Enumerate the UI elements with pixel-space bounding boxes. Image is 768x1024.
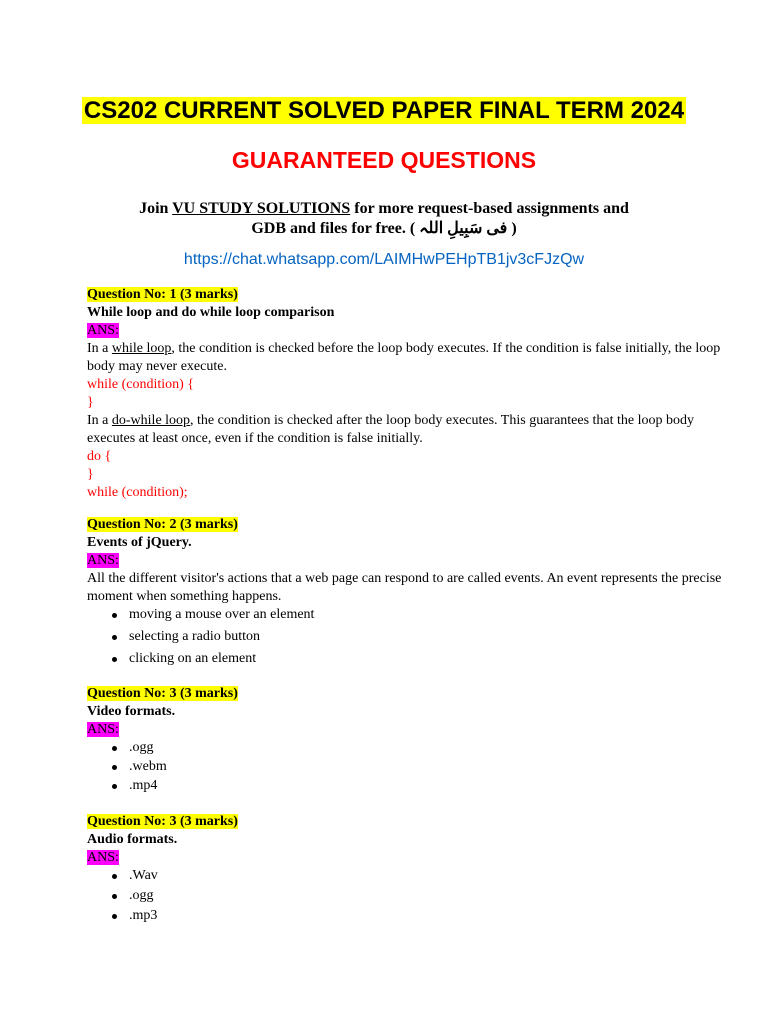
code-line: while (condition) {: [87, 377, 195, 392]
code-line: }: [87, 467, 94, 482]
list-item: .ogg: [87, 739, 732, 758]
bullet-icon: [112, 914, 117, 919]
answer-label: ANS:: [87, 722, 119, 737]
page-title: [0, 96, 768, 126]
answer-list: [87, 867, 732, 927]
code-line: do {: [87, 449, 112, 464]
answer-paragraph: In a while loop, the condition is checked before the loop body executes. If the condition is false initially, the loop body may never execute.: [87, 341, 721, 374]
bullet-icon: [112, 657, 117, 662]
question-4: [87, 813, 732, 927]
question-heading: Question No: 3 (3 marks): [87, 686, 238, 701]
answer-label: ANS:: [87, 553, 119, 568]
list-item: moving a mouse over an element: [87, 606, 732, 628]
question-2: [87, 516, 732, 672]
bullet-icon: [112, 613, 117, 618]
bullet-icon: [112, 746, 117, 751]
list-item: selecting a radio button: [87, 628, 732, 650]
join-notice: [0, 199, 768, 239]
list-item: .ogg: [87, 887, 732, 907]
code-line: }: [87, 395, 94, 410]
list-item: .webm: [87, 758, 732, 777]
bullet-icon: [112, 765, 117, 770]
join-brand: VU STUDY SOLUTIONS: [172, 200, 351, 217]
question-title: Video formats.: [87, 704, 176, 719]
page-title-text: CS202 CURRENT SOLVED PAPER FINAL TERM 2024: [83, 97, 685, 124]
question-title: Events of jQuery.: [87, 535, 192, 550]
question-heading: Question No: 1 (3 marks): [87, 287, 238, 302]
join-suffix: for more request-based assignments and: [350, 200, 629, 217]
question-heading: Question No: 2 (3 marks): [87, 517, 238, 532]
answer-paragraph: In a do-while loop, the condition is checked after the loop body executes. This guarantees that the loop body executes at least once, even if the condition is false initially.: [87, 413, 695, 446]
question-title: Audio formats.: [87, 832, 178, 847]
bullet-icon: [112, 635, 117, 640]
list-item: clicking on an element: [87, 650, 732, 672]
page-subtitle: GUARANTEED QUESTIONS: [231, 147, 537, 173]
join-line2: GDB and files for free. ( فی سَبِیلِ اللہ ): [251, 220, 517, 237]
bullet-icon: [112, 894, 117, 899]
list-item: .mp3: [87, 907, 732, 927]
code-line: while (condition);: [87, 485, 188, 500]
answer-list: [87, 606, 732, 672]
question-heading: Question No: 3 (3 marks): [87, 814, 238, 829]
answer-label: ANS:: [87, 850, 119, 865]
join-prefix: Join: [139, 200, 173, 217]
question-1: [87, 286, 732, 502]
list-item: .Wav: [87, 867, 732, 887]
answer-list: [87, 739, 732, 796]
answer-paragraph: All the different visitor's actions that a web page can respond to are called events. An event represents the precise moment when something happens.: [87, 571, 722, 604]
list-item: .mp4: [87, 777, 732, 796]
answer-label: ANS:: [87, 323, 119, 338]
question-title: While loop and do while loop comparison: [87, 305, 335, 320]
question-3: [87, 685, 732, 796]
bullet-icon: [112, 874, 117, 879]
bullet-icon: [112, 784, 117, 789]
whatsapp-link[interactable]: https://chat.whatsapp.com/LAIMHwPEHpTB1jv3cFJzQw: [183, 251, 585, 268]
